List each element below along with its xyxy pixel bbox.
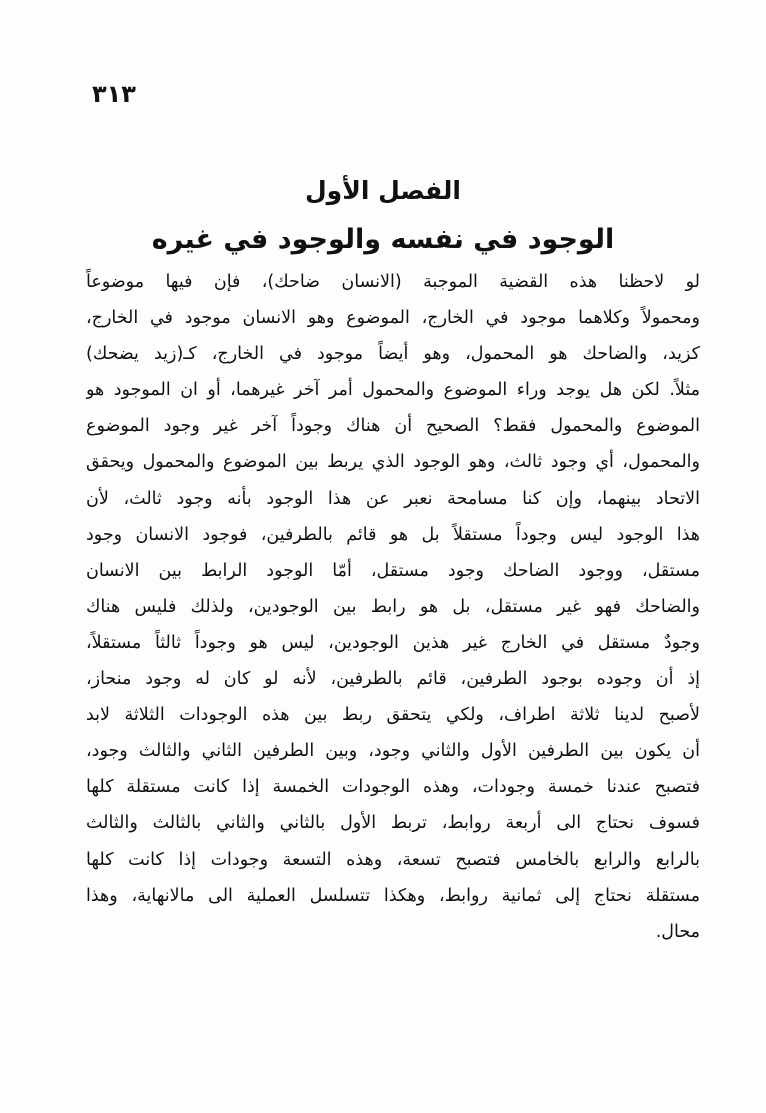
text-line: كزيد، والضاحك هو المحمول، وهو أيضاً موجود في الخارج، كـ(زيد يضحك) xyxy=(86,344,700,365)
text-line: والمحمول، أي وجود ثالث، وهو الوجود الذي يربط بين الموضوع والمحمول ويحقق xyxy=(86,452,700,473)
chapter-title: الفصل الأول xyxy=(304,176,462,205)
text-line: والضاحك فهو غير مستقل، بل هو رابط بين الوجودين، ولذلك فليس هناك xyxy=(86,596,700,617)
text-line: محال. xyxy=(655,921,700,942)
page-number: ٣١٣ xyxy=(92,80,136,108)
body-paragraph xyxy=(86,264,700,950)
text-line: مستقل، ووجود الضاحك وجود مستقل، أمّا الوجود الرابط بين الانسان xyxy=(86,560,700,581)
text-line: مثلاً. لكن هل يوجد وراء الموضوع والمحمول أمر آخر غيرهما، أو ان الموجود هو xyxy=(86,380,700,401)
text-line: الموضوع والمحمول فقط؟ الصحيح أن هناك وجوداً آخر غير وجود الموضوع xyxy=(86,416,700,437)
text-line: هذا الوجود ليس وجوداً مستقلاً بل هو قائم بالطرفين، فوجود الانسان وجود xyxy=(86,524,700,545)
chapter-subtitle: الوجود في نفسه والوجود في غيره xyxy=(151,224,615,255)
text-line: لأصبح لدينا ثلاثة اطراف، ولكي يتحقق ربط بين هذه الوجودات الثلاثة لابد xyxy=(86,705,700,726)
text-line: بالرابع والرابع بالخامس فتصبح تسعة، وهذه التسعة وجودات إذا كانت كلها xyxy=(86,849,700,870)
text-line: لو لاحظنا هذه القضية الموجبة (الانسان ضاحك)، فإن فيها موضوعاً xyxy=(86,272,700,292)
text-line: وجودٌ مستقل في الخارج غير هذين الوجودين، ليس هو وجوداً ثالثاً مستقلاً، xyxy=(86,632,700,653)
text-line: الاتحاد بينهما، وإن كنا مسامحة نعبر عن هذا الوجود بأنه وجود ثالث، لأن xyxy=(86,488,700,509)
text-line: فسوف نحتاج الى أربعة روابط، تربط الأول بالثاني والثاني بالثالث والثالث xyxy=(86,813,700,834)
text-line: إذ أن وجوده بوجود الطرفين، قائم بالطرفين، لأنه لو كان له وجود منحاز، xyxy=(86,669,700,690)
text-line: أن يكون بين الطرفين الأول والثاني وجود، وبين الطرفين الثاني والثالث وجود، xyxy=(86,741,700,762)
text-line: مستقلة نحتاج إلى ثمانية روابط، وهكذا تتسلسل العملية الى مالانهاية، وهذا xyxy=(86,885,700,906)
text-line: فتصبح عندنا خمسة وجودات، وهذه الوجودات الخمسة إذا كانت مستقلة كلها xyxy=(86,777,700,798)
text-line: ومحمولاً وكلاهما موجود في الخارج، الموضوع وهو الانسان موجود في الخارج، xyxy=(86,308,700,329)
